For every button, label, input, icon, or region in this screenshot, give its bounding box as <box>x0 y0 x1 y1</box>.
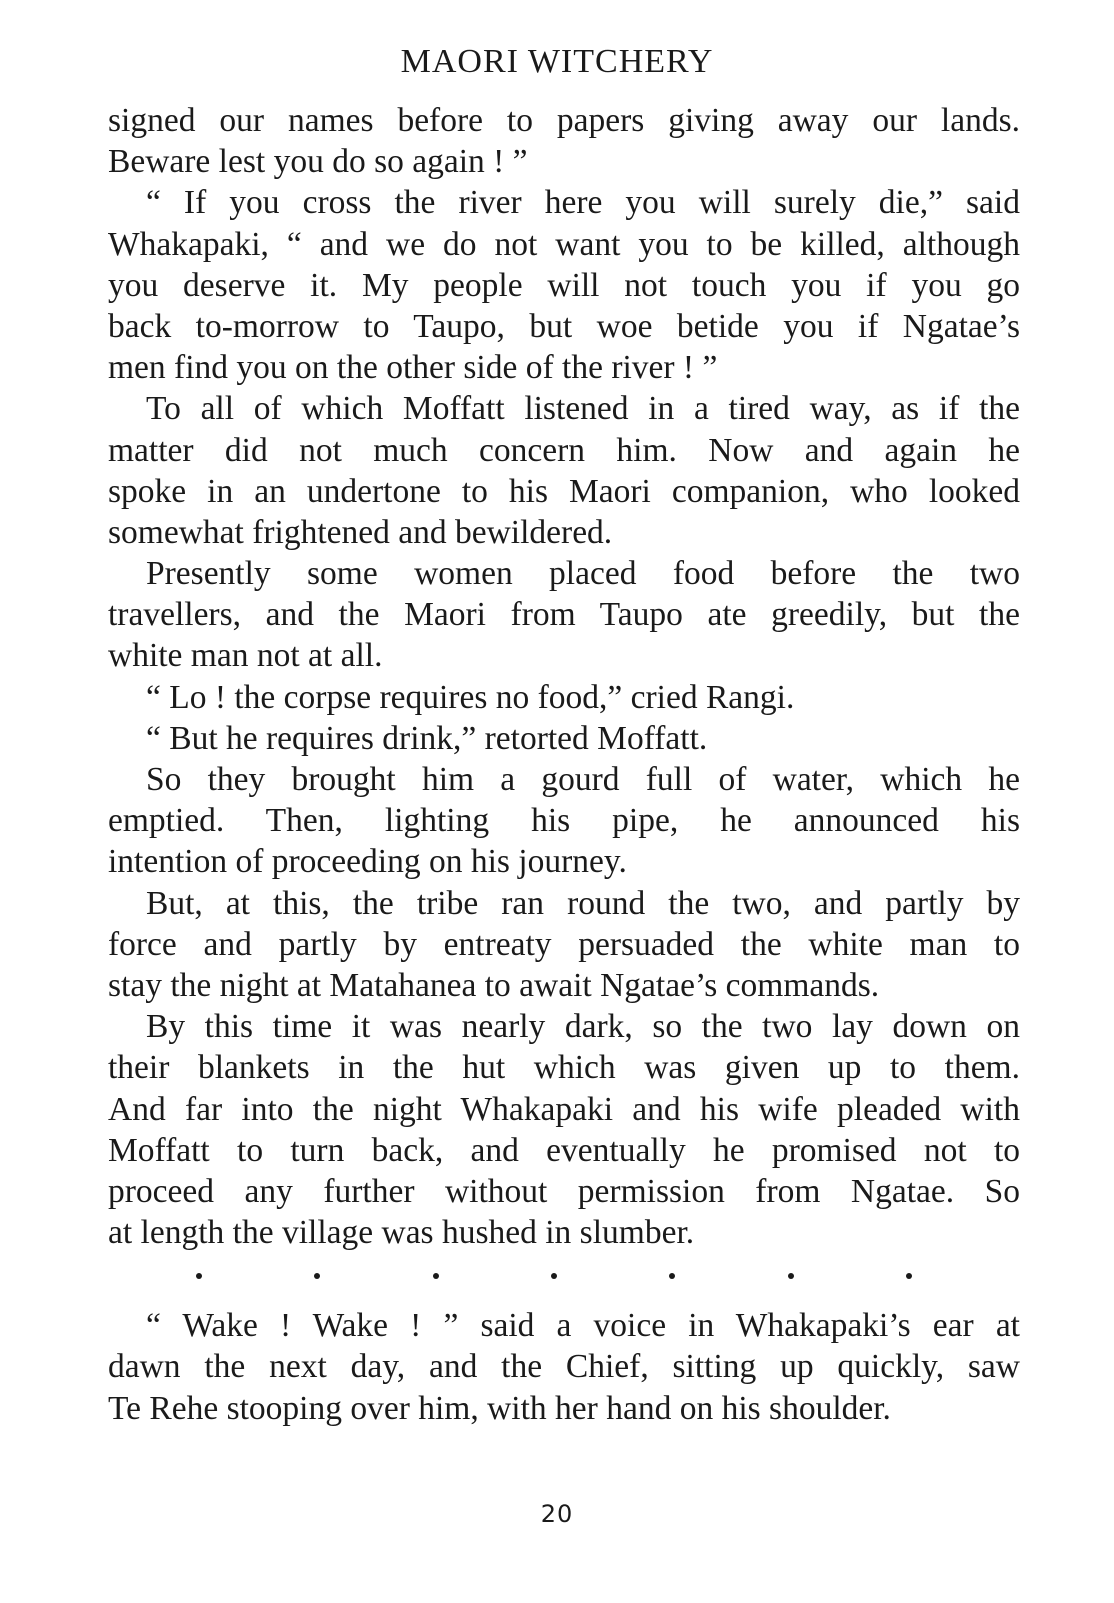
section-after-break <box>108 1305 1020 1429</box>
text-line: somewhat frightened and bewildered. <box>108 513 613 551</box>
text-line: Moffatt to turn back, and eventually he promised not to <box>108 1131 1020 1169</box>
text-line: But, at this, the tribe ran round the two, and partly by <box>146 884 1020 922</box>
text-line: men find you on the other side of the river ! ” <box>108 349 718 387</box>
text-line: “ Lo ! the corpse requires no food,” cried Rangi. <box>146 678 795 716</box>
ornament-dot <box>433 1273 439 1279</box>
paragraph <box>108 100 1020 182</box>
text-line: matter did not much concern him. Now and again he <box>108 431 1020 469</box>
text-line: force and partly by entreaty persuaded the white man to <box>108 925 1020 963</box>
text-line: Whakapaki, “ and we do not want you to be killed, although <box>108 225 1020 263</box>
section-before-break <box>108 100 1020 1253</box>
ornament-dot <box>669 1273 675 1279</box>
paragraph <box>108 388 1020 553</box>
text-line: intention of proceeding on his journey. <box>108 843 627 881</box>
paragraph <box>108 718 1020 759</box>
text-line: Te Rehe stooping over him, with her hand on his shoulder. <box>108 1389 891 1427</box>
ornament-dot <box>196 1273 202 1279</box>
text-line: “ Wake ! Wake ! ” said a voice in Whakapaki’s ear at <box>146 1307 1020 1345</box>
page-number: 20 <box>540 1500 574 1528</box>
text-line: at length the village was hushed in slumber. <box>108 1214 695 1252</box>
paragraph <box>108 759 1020 883</box>
paragraph <box>108 553 1020 677</box>
section-break-dots <box>108 1247 1020 1305</box>
running-head: MAORI WITCHERY <box>400 43 714 80</box>
text-line: To all of which Moffatt listened in a tired way, as if the <box>146 390 1020 428</box>
text-line: stay the night at Matahanea to await Ngatae’s commands. <box>108 966 880 1004</box>
text-line: “ If you cross the river here you will surely die,” said <box>146 184 1020 222</box>
text-line: “ But he requires drink,” retorted Moffatt. <box>146 719 708 757</box>
text-line: By this time it was nearly dark, so the two lay down on <box>146 1008 1020 1046</box>
ornament-dot <box>788 1273 794 1279</box>
text-line: you deserve it. My people will not touch you if you go <box>108 266 1020 304</box>
text-line: And far into the night Whakapaki and his wife pleaded with <box>108 1090 1020 1128</box>
paragraph <box>108 1006 1020 1253</box>
text-line: signed our names before to papers giving away our lands. <box>108 102 1020 139</box>
text-line: emptied. Then, lighting his pipe, he announced his <box>108 802 1020 840</box>
text-line: Beware lest you do so again ! ” <box>108 143 528 181</box>
text-line: Presently some women placed food before the two <box>146 555 1020 593</box>
paragraph <box>108 1305 1020 1429</box>
text-line: white man not at all. <box>108 637 383 675</box>
text-line: dawn the next day, and the Chief, sitting up quickly, saw <box>108 1348 1020 1386</box>
text-line: proceed any further without permission from Ngatae. So <box>108 1172 1020 1210</box>
paragraph <box>108 677 1020 718</box>
paragraph <box>108 182 1020 388</box>
ornament-dot <box>551 1273 557 1279</box>
text-line: back to-morrow to Taupo, but woe betide you if Ngatae’s <box>108 307 1020 345</box>
ornament-dot <box>906 1273 912 1279</box>
text-line: travellers, and the Maori from Taupo ate greedily, but the <box>108 596 1020 634</box>
text-line: So they brought him a gourd full of water, which he <box>146 761 1020 798</box>
paragraph <box>108 883 1020 1007</box>
text-line: their blankets in the hut which was given up to them. <box>108 1049 1020 1087</box>
text-line: spoke in an undertone to his Maori companion, who looked <box>108 472 1020 510</box>
body-text <box>108 100 1020 1429</box>
ornament-dot <box>314 1273 320 1279</box>
